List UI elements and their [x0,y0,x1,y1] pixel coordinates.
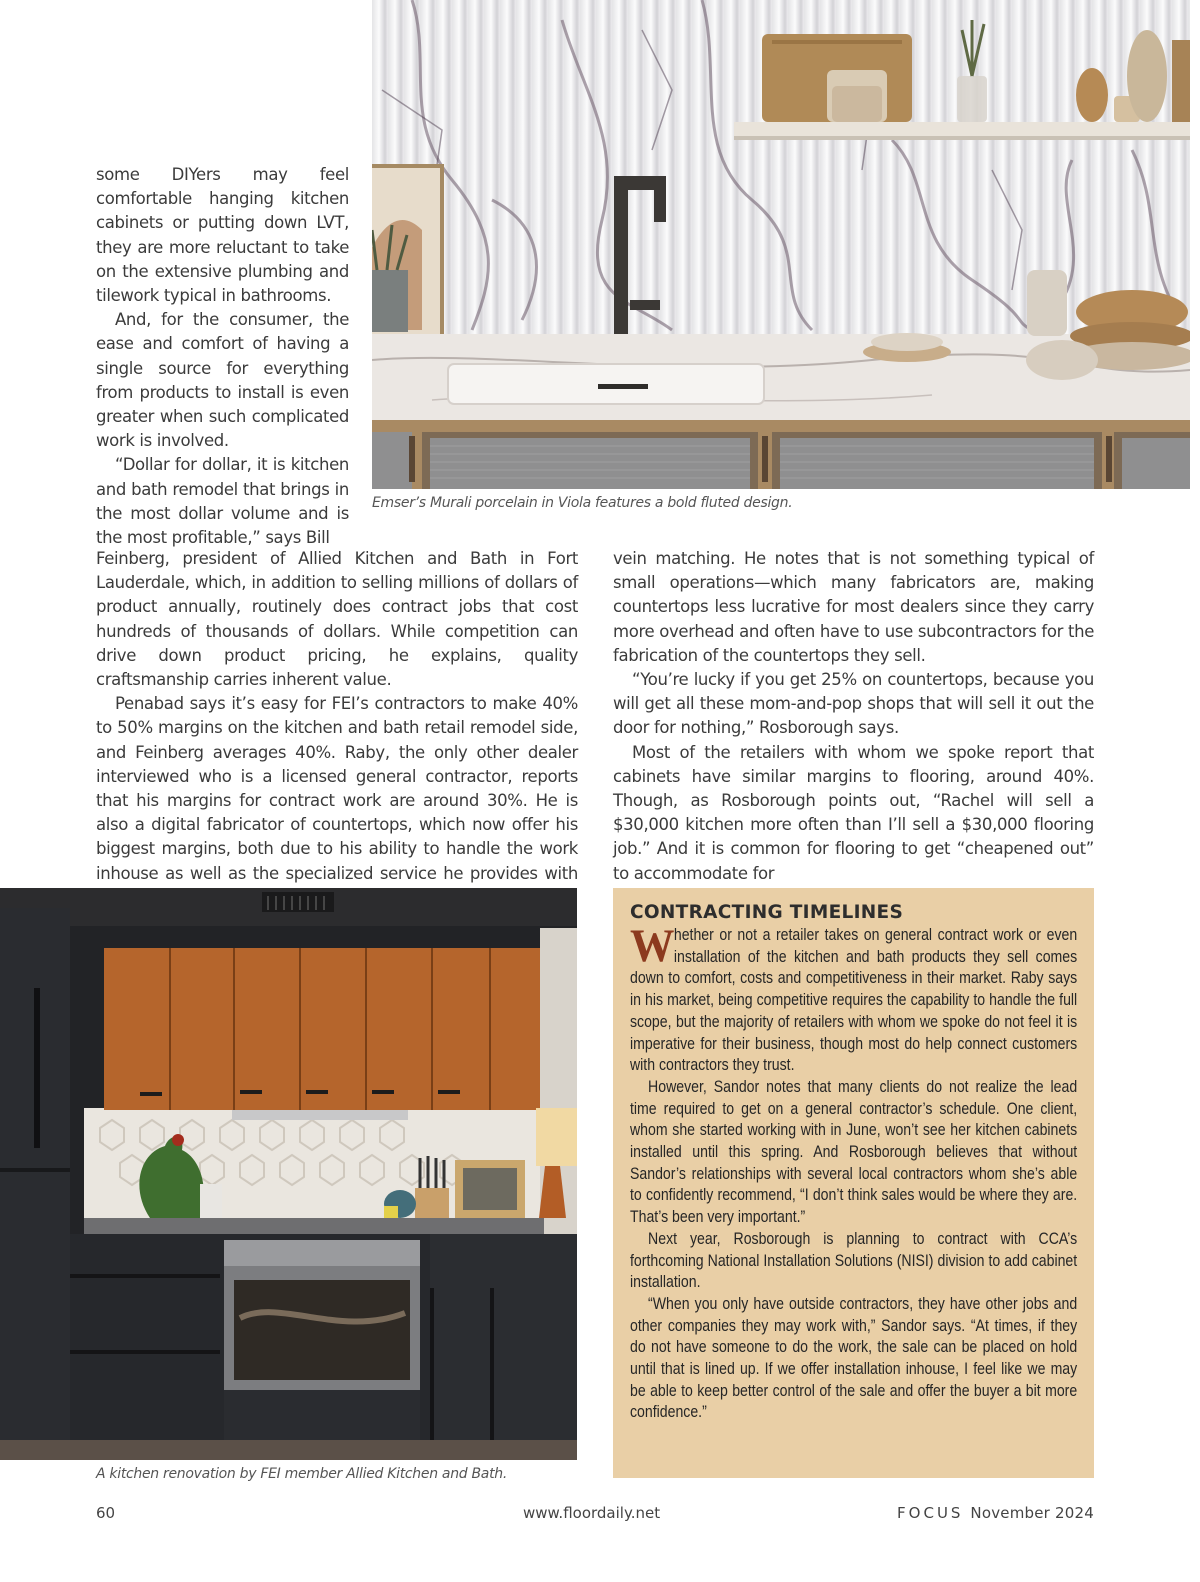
article-paragraph: And, for the consumer, the ease and comfort of having a single source for everything from products to install is even greater when such complicated work is involved. [96,310,349,451]
sidebar-body [630,920,1078,1424]
article-paragraph: Feinberg, president of Allied Kitchen and Bath in Fort Lauderdale, which, in addition to selling millions of dollars of product annually, routinely does contract jobs that cost hundreds of thousands of dollars. While competition can drive down product pricing, he explains, quality craftsmanship carries inherent value. [96,549,578,690]
sidebar-paragraph: Next year, Rosborough is planning to contract with CCA’s forthcoming National Installation Solutions (NISI) division to add cabinet installation. [630,1229,1078,1292]
magazine-name: FOCUS [897,1504,964,1522]
contracting-timelines-sidebar [613,888,1094,1478]
article-paragraph: “You’re lucky if you get 25% on countertops, because you will get all these mom-and-pop shops that will sell it out the door for nothing,” Rosborough says. [613,670,1094,738]
sidebar-paragraph: However, Sandor notes that many clients do not realize the lead time required to get on a general contractor’s schedule. One client, whom she started working with in June, won’t see her kitchen cabinets installed until this spring. And Rosborough believes that without Sandor’s relationships with several local contractors whom she’s able to confidently recommend, “I don’t think sales would be where they are. That’s been very important.” [630,1077,1078,1227]
article-paragraph: vein matching. He notes that is not something typical of small operations—which many fabricators are, making countertops less lucrative for most dealers since they carry more overhead and often have to use subcontractors for the fabrication of the countertops they sell. [613,549,1094,665]
article-column-right [613,547,1094,886]
page-number: 60 [96,1504,116,1522]
sidebar-paragraph: “When you only have outside contractors, they have other jobs and other companies they may work with,” Sandor says. “At times, if they do not have someone to do the work, the sale can be placed on hold until that is lined up. If we offer installation inhouse, I feel like we may be able to keep better control of the sale and offer the buyer a bit more confidence.” [630,1294,1078,1422]
sidebar-title: CONTRACTING TIMELINES [630,902,904,923]
footer-issue [897,1504,1094,1522]
article-paragraph: some DIYers may feel comfortable hanging kitchen cabinets or putting down LVT, they are more reluctant to take on the extensive plumbing and tilework typical in bathrooms. [96,165,349,306]
sidebar-paragraph-text: hether or not a retailer takes on general contract work or even installation of the kitchen and bath products they sell comes down to comfort, costs and competitiveness in their market. Raby says in his market, being competitive requires the capability to handle the full scope, but the majority of retailers with whom we spoke do not feel it is imperative for their business, though most do help connect customers with contractors they trust. [630,926,1078,1075]
article-column-left [96,547,578,910]
footer-url: www.floordaily.net [523,1504,661,1522]
article-paragraph: “Dollar for dollar, it is kitchen and bath remodel that brings in the most dollar volume and is the most profitable,” says Bill [96,455,349,548]
issue-date: November 2024 [970,1504,1094,1522]
article-column-top-left [96,163,349,550]
photo-caption-bottom: A kitchen renovation by FEI member Allied Kitchen and Bath. [96,1466,508,1482]
article-paragraph: Penabad says it’s easy for FEI’s contractors to make 40% to 50% margins on the kitchen and bath retail remodel side, and Feinberg averages 40%. Raby, the only other dealer interviewed who is a licensed general contractor, reports that his margins for contract work are around 30%. He is also a digital fabricator of countertops, which now offer his biggest margins, both due to his ability to handle the work inhouse as well as the specialized service he provides with [96,694,578,883]
fluted-porcelain-kitchen-photo [372,0,1190,489]
photo-caption-top: Emser’s Murali porcelain in Viola features a bold fluted design. [372,495,793,511]
sidebar-paragraph [630,920,1078,1077]
article-paragraph: Most of the retailers with whom we spoke report that cabinets have similar margins to flooring, around 40%. Though, as Rosborough points out, “Rachel will sell a $30,000 kitchen more often than I’ll sell a $30,000 flooring job.” And it is common for flooring to get “cheapened out” to accommodate for [613,742,1094,883]
dark-kitchen-renovation-photo [0,888,577,1460]
drop-cap: W [630,920,675,972]
